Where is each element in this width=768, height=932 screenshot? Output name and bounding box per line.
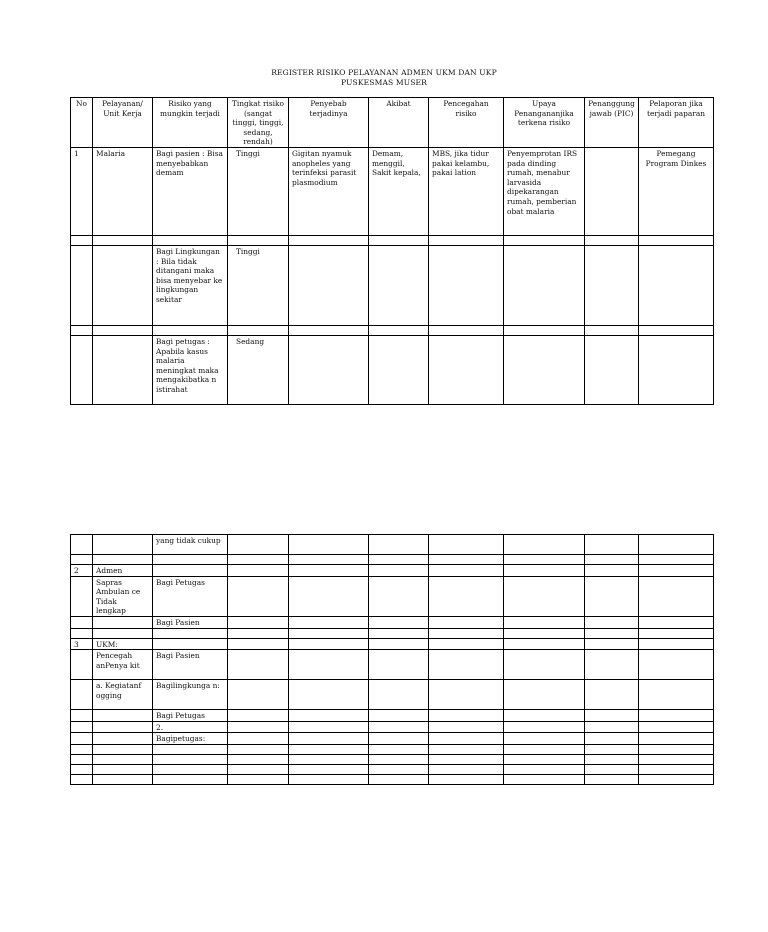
risk-cell: Bagi Lingkungan : Bila tidak ditangani maka bisa menyebar ke lingkungan sekitar: [153, 245, 228, 325]
header-pelaporan: Pelaporan jika terjadi paparan: [639, 98, 714, 148]
table-row: [71, 680, 714, 710]
risk-level-cell: Tinggi: [228, 147, 289, 235]
risk-register-table-continued: [70, 534, 714, 785]
risk-cell: Bagi Petugas: [153, 576, 228, 616]
table-row: [71, 576, 714, 616]
prevention-cell: MBS, jika tidur pakai kelambu, pakai lation: [429, 147, 504, 235]
table-row: [71, 335, 714, 404]
risk-level-cell: Tinggi: [228, 245, 289, 325]
risk-cell: Bagipetugas:: [153, 733, 228, 745]
reporting-cell: Pemegang Program Dinkes: [639, 147, 714, 235]
pic-cell: [585, 147, 639, 235]
handling-cell: Penyemprotan IRS pada dinding rumah, menabur larvasida dipekarangan rumah, pemberian obat malaria: [504, 147, 585, 235]
unit-cell: Malaria: [93, 147, 153, 235]
risk-cell: 2.: [153, 721, 228, 733]
table-row: [71, 744, 714, 754]
table-row: [71, 650, 714, 680]
cause-cell: Gigitan nyamuk anopheles yang terinfeksi parasit plasmodium: [289, 147, 369, 235]
table-row: [71, 733, 714, 745]
risk-cell: yang tidak cukup: [153, 535, 228, 555]
header-upaya: Upaya Penangananjika terkena risiko: [504, 98, 585, 148]
risk-cell: Bagi Pasien: [153, 616, 228, 628]
header-no: No: [71, 98, 93, 148]
unit-cell: a. Kegiatanf ogging: [93, 680, 153, 710]
document-title: [0, 68, 768, 87]
unit-cell: Admen: [93, 565, 153, 577]
title-line-1: REGISTER RISIKO PELAYANAN ADMEN UKM DAN UKP: [271, 68, 497, 77]
spacer-row: [71, 555, 714, 565]
table-row: [71, 721, 714, 733]
spacer-row: [71, 628, 714, 638]
row-number: 2: [71, 565, 93, 577]
table-row: [71, 147, 714, 235]
table-row: [71, 535, 714, 555]
table-header-row: [71, 98, 714, 148]
risk-cell: Bagi petugas : Apabila kasus malaria meningkat maka mengakibatka n istirahat: [153, 335, 228, 404]
table-row: [71, 616, 714, 628]
header-pic: Penanggung jawab (PIC): [585, 98, 639, 148]
spacer-row: [71, 235, 714, 245]
header-risiko: Risiko yang mungkin terjadi: [153, 98, 228, 148]
table-row: [71, 638, 714, 650]
risk-cell: Bagi pasien : Bisa menyebabkan demam: [153, 147, 228, 235]
unit-cell: Sapras Ambulan ce Tidak lengkap: [93, 576, 153, 616]
row-number: 3: [71, 638, 93, 650]
effect-cell: Demam, menggil, Sakit kepala,: [369, 147, 429, 235]
title-line-2: PUSKESMAS MUSER: [340, 77, 427, 87]
table-row: [71, 710, 714, 722]
risk-register-table: [70, 97, 714, 405]
risk-cell: Bagilingkunga n:: [153, 680, 228, 710]
table-row: [71, 774, 714, 784]
header-pelayanan: Pelayanan/ Unit Kerja: [93, 98, 153, 148]
unit-cell: UKM:: [93, 638, 153, 650]
header-pencegahan: Pencegahan risiko: [429, 98, 504, 148]
risk-level-cell: Sedang: [228, 335, 289, 404]
header-akibat: Akibat: [369, 98, 429, 148]
spacer-row: [71, 325, 714, 335]
risk-cell: Bagi Pasien: [153, 650, 228, 680]
table-row: [71, 565, 714, 577]
header-tingkat: Tingkat risiko (sangat tinggi, tinggi, sedang, rendah): [228, 98, 289, 148]
table-row: [71, 245, 714, 325]
row-number: 1: [71, 147, 93, 235]
header-penyebab: Penyebab terjadinya: [289, 98, 369, 148]
risk-cell: Bagi Petugas: [153, 710, 228, 722]
unit-cell: Pencegah anPenya kit: [93, 650, 153, 680]
table-row: [71, 764, 714, 774]
table-row: [71, 754, 714, 764]
